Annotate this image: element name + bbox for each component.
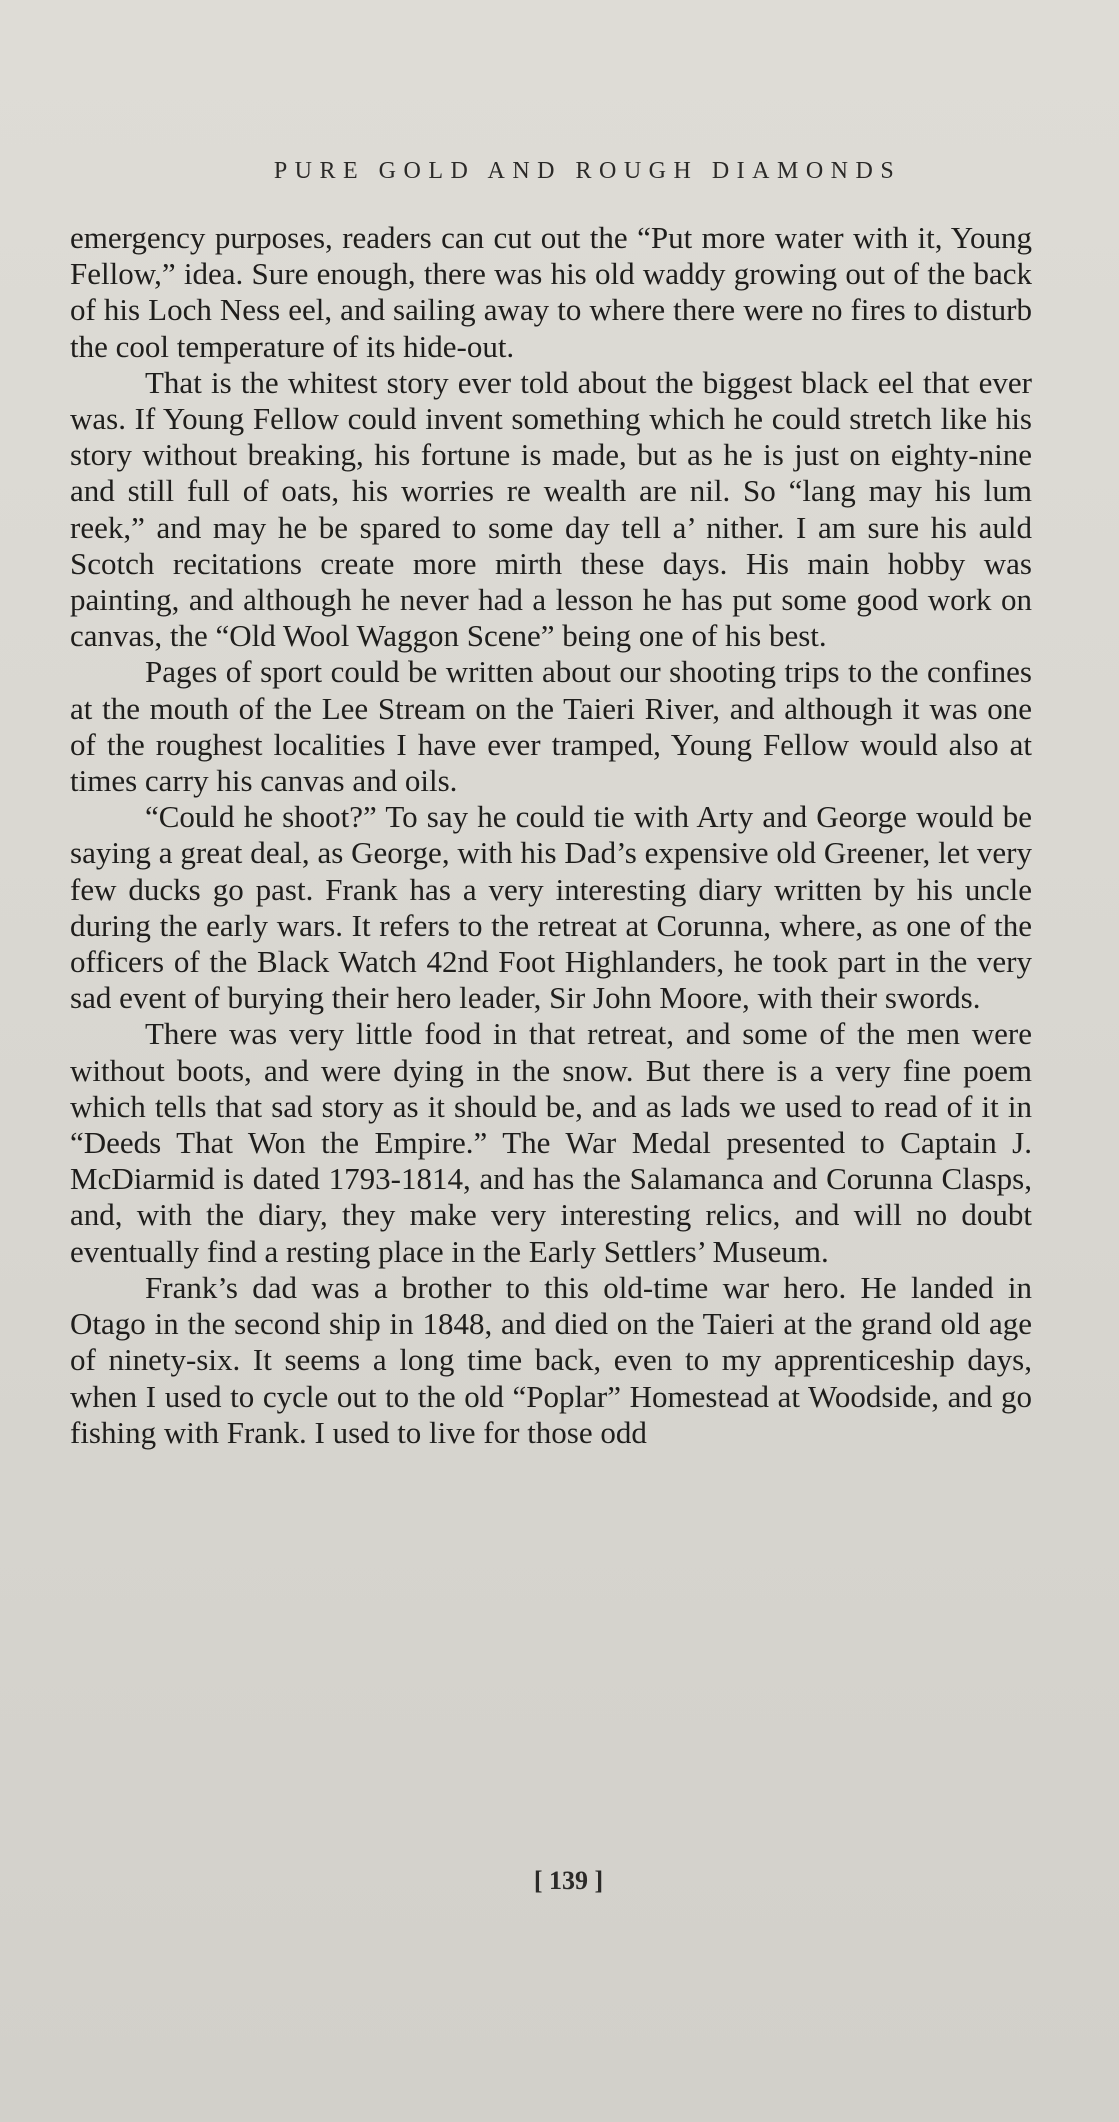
paragraph-1: emergency purposes, readers can cut out the “Put more water with it, Young Fellow,” idea. Sure enough, there was his old waddy growing out of the back of his Loch Ness eel, and sailing away to where there were no fires to disturb the cool temperature of its hide-out.: [70, 220, 1032, 364]
page-number: [ 139 ]: [533, 1866, 604, 1895]
paragraph-2: That is the whitest story ever told about the biggest black eel that ever was. If Young Fellow could invent something which he could stretch like his story without breaking, his fortune is made, but as he is just on eighty-nine and still full of oats, his worries re wealth are nil. So “lang may his lum reek,” and may he be spared to some day tell a’ nither. I am sure his auld Scotch recitations create more mirth these days. His main hobby was painting, and although he never had a lesson he has put some good work on canvas, the “Old Wool Waggon Scene” being one of his best.: [70, 364, 1032, 654]
paragraph-6: Frank’s dad was a brother to this old-time war hero. He landed in Otago in the second ship in 1848, and died on the Taieri at the grand old age of ninety-six. It seems a long time back, even to my apprenticeship days, when I used to cycle out to the old “Poplar” Homestead at Woodside, and go fishing with Frank. I used to live for those odd: [70, 1269, 1032, 1450]
paragraph-3: Pages of sport could be written about our shooting trips to the confines at the mouth of the Lee Stream on the Taieri River, and although it was one of the roughest localities I have ever tramped, Young Fellow would also at times carry his canvas and oils.: [70, 654, 1032, 799]
paragraph-4: “Could he shoot?” To say he could tie with Arty and George would be saying a great deal, as George, with his Dad’s expensive old Greener, let very few ducks go past. Frank has a very interesting diary written by his uncle during the early wars. It refers to the retreat at Corunna, where, as one of the officers of the Black Watch 42nd Foot Highlanders, he took part in the very sad event of burying their hero leader, Sir John Moore, with their swords.: [70, 799, 1032, 1016]
body-text: [70, 220, 1032, 1451]
running-head: PURE GOLD AND ROUGH DIAMONDS: [273, 158, 902, 184]
paragraph-5: There was very little food in that retreat, and some of the men were without boots, and were dying in the snow. But there is a very fine poem which tells that sad story as it should be, and as lads we used to read of it in “Deeds That Won the Empire.” The War Medal presented to Captain J. McDiarmid is dated 1793-1814, and has the Salamanca and Corunna Clasps, and, with the diary, they make very interesting relics, and will no doubt eventually find a resting place in the Early Settlers’ Museum.: [70, 1016, 1032, 1269]
